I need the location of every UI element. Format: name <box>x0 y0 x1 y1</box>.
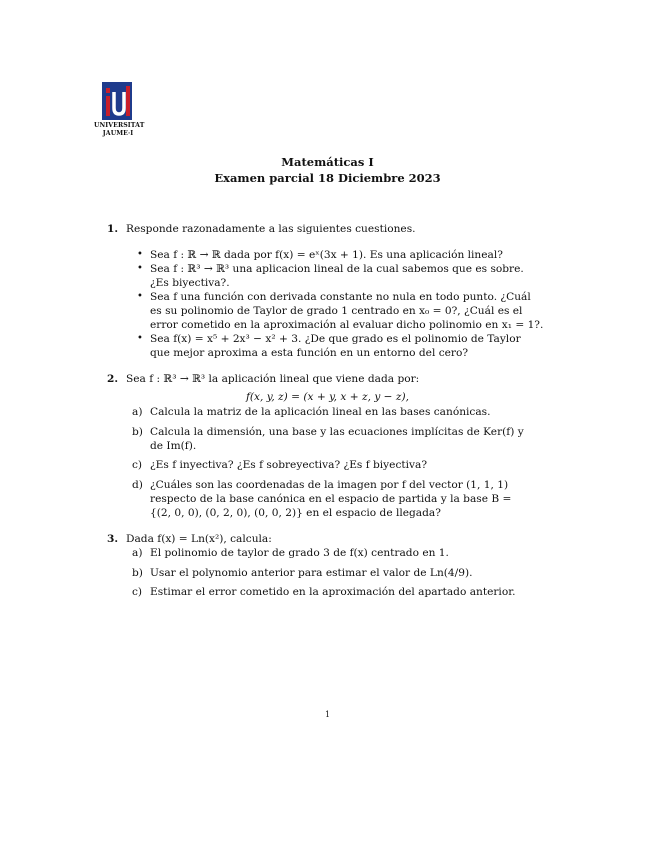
q2-number: 2. <box>107 373 119 385</box>
q2-part-d-line-2: respecto de la base canónica en el espacio de partida y la base B = <box>150 493 512 505</box>
q2-part-d-line-1: ¿Cuáles son las coordenadas de la imagen por f del vector (1, 1, 1) <box>150 479 509 491</box>
page-number: 1 <box>324 710 331 719</box>
q1-bullet-4-line-1: Sea f(x) = x⁵ + 2x³ − x² + 3. ¿De que grado es el polinomio de Taylor <box>150 333 521 345</box>
q3-part-c: Estimar el error cometido en la aproximación del apartado anterior. <box>150 586 516 598</box>
q3-label-c: c) <box>132 586 143 598</box>
q1-bullet-1: Sea f : ℝ → ℝ dada por f(x) = eˣ(3x + 1). Es una aplicación lineal? <box>150 249 503 261</box>
q1-intro: Responde razonadamente a las siguientes cuestiones. <box>126 223 416 235</box>
q1-bullet-3-line-3: error cometido en la aproximación al evaluar dicho polinomio en x₁ = 1?. <box>150 319 544 331</box>
q3-label-b: b) <box>132 567 143 579</box>
q2-intro: Sea f : ℝ³ → ℝ³ la aplicación lineal que viene dada por: <box>126 373 420 385</box>
q2-label-a: a) <box>132 406 143 418</box>
q2-label-c: c) <box>132 459 143 471</box>
q2-part-c: ¿Es f inyectiva? ¿Es f sobreyectiva? ¿Es f biyectiva? <box>150 459 427 471</box>
logo-line-2: JAUME·I <box>102 130 134 137</box>
logo-line-1: UNIVERSITAT <box>94 122 145 129</box>
q1-bullet-4-line-2: que mejor aproxima a esta función en un entorno del cero? <box>150 347 469 359</box>
q2-formula: f(x, y, z) = (x + y, x + z, y − z), <box>245 391 409 403</box>
q2-part-d-line-3: {(2, 0, 0), (0, 2, 0), (0, 0, 2)} en el espacio de llegada? <box>150 507 441 519</box>
q2-part-b-line-2: de Im(f). <box>150 440 197 452</box>
q2-part-b-line-1: Calcula la dimensión, una base y las ecuaciones implícitas de Ker(f) y <box>150 426 524 438</box>
q1-bullet-2-line-1: Sea f : ℝ³ → ℝ³ una aplicacion lineal de la cual sabemos que es sobre. <box>150 263 524 275</box>
bullet-icon: • <box>137 249 143 260</box>
exam-subtitle: Examen parcial 18 Diciembre 2023 <box>214 171 441 185</box>
q3-number: 3. <box>107 533 119 545</box>
q1-number: 1. <box>107 223 119 235</box>
bullet-icon: • <box>137 291 143 302</box>
bullet-icon: • <box>137 333 143 344</box>
q3-intro: Dada f(x) = Ln(x²), calcula: <box>126 533 272 545</box>
logo-text <box>94 122 145 138</box>
q3-part-a: El polinomio de taylor de grado 3 de f(x) centrado en 1. <box>150 547 449 559</box>
exam-title: Matemáticas I <box>281 155 374 169</box>
q2-part-a: Calcula la matriz de la aplicación lineal en las bases canónicas. <box>150 406 491 418</box>
q1-bullet-2-line-2: ¿Es biyectiva?. <box>150 277 230 289</box>
q3-label-a: a) <box>132 547 143 559</box>
q3-part-b: Usar el polynomio anterior para estimar el valor de Ln(4/9). <box>150 567 473 579</box>
q2-label-b: b) <box>132 426 143 438</box>
q1-bullet-3-line-2: es su polinomio de Taylor de grado 1 centrado en x₀ = 0?, ¿Cuál es el <box>150 305 523 317</box>
logo-mark-icon <box>102 82 132 120</box>
university-logo <box>94 82 145 146</box>
bullet-icon: • <box>137 263 143 274</box>
q2-label-d: d) <box>132 479 143 491</box>
q1-bullet-3-line-1: Sea f una función con derivada constante no nula en todo punto. ¿Cuál <box>150 291 531 303</box>
